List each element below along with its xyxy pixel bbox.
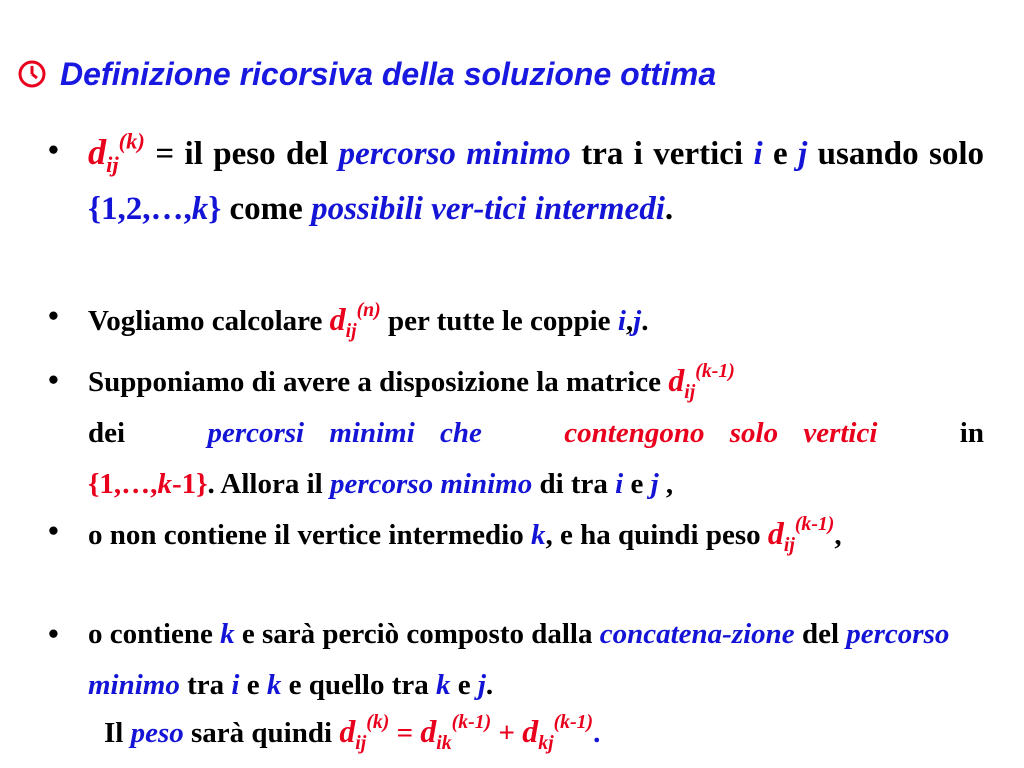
title-text: Definizione ricorsiva della soluzione ottima [60,55,717,92]
final-formula: Il peso sarà quindi $d_{ij}^{(k)} = d_{ik}^{(k-1)} + d_{kj}^{(k-1)}$. [104,711,601,754]
bullet-1-marker: • [48,132,59,167]
bullet-1: $d_{ij}^{(k)}$ = il peso del percorso minimo tra i vertici i e j usando solo {1,2,…,k} come possibili ver-tici intermedi. [88,128,984,227]
bullet-3-marker: • [48,362,59,397]
bullet-2-marker: • [48,298,59,333]
bullet-4-marker: • [48,513,59,548]
bullet-5-marker: • [48,616,59,651]
bullet-4: o non contiene il vertice intermedio k, e ha quindi peso $d_{ij}^{(k-1)}$, [88,513,842,556]
bullet-5: o contiene k e sarà perciò composto dalla concatena-zione del percorso minimo tra i e k e quello tra k e j. [88,618,950,701]
bullet-3: Supponiamo di avere a disposizione la matrice $d_{ij}^{(k-1)}$ dei percorsi minimi che contengono solo vertici in {1,…,k-1}. Allora il percorso minimo di tra i e j , [88,360,984,500]
clock-icon [18,60,46,88]
slide-title [18,44,1018,104]
bullet-2: Vogliamo calcolare $d_{ij}^{(n)}$ per tutte le coppie i,j. [88,299,649,342]
